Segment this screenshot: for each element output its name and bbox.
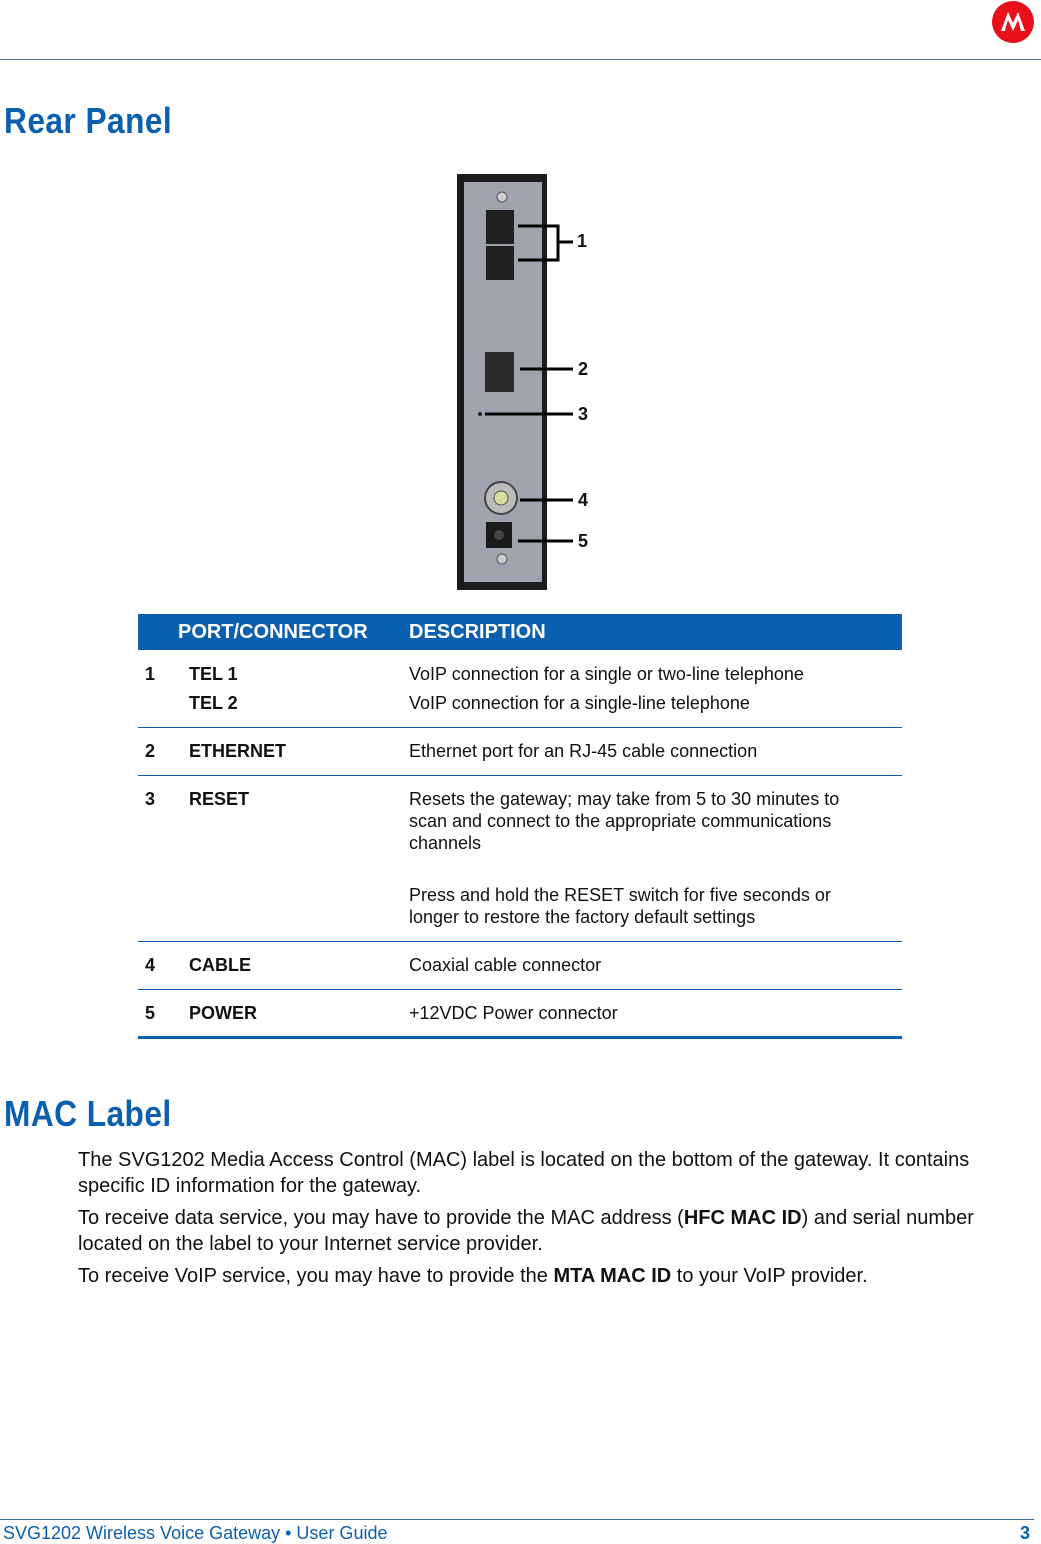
callout-3: 3 <box>578 404 589 424</box>
port-description: VoIP connection for a single-line telephone <box>409 693 750 713</box>
paragraph <box>78 1205 1028 1257</box>
text: to your VoIP provider. <box>671 1265 868 1287</box>
port-description: Coaxial cable connector <box>409 954 602 975</box>
callout-1: 1 <box>577 231 588 251</box>
table-header <box>138 614 902 650</box>
port-connector-table <box>138 614 902 1039</box>
table-row <box>138 650 902 727</box>
row-number: 3 <box>145 788 156 809</box>
port-description: Ethernet port for an RJ-45 cable connection <box>409 740 758 761</box>
table-row <box>138 775 902 941</box>
row-number: 4 <box>145 954 156 975</box>
row-number: 5 <box>145 1002 156 1023</box>
port-name: TEL 2 <box>189 693 238 713</box>
port-name: POWER <box>189 1002 258 1023</box>
rear-panel-image <box>440 172 610 592</box>
port-description: VoIP connection for a single or two-line telephone <box>409 664 804 684</box>
port-description: Resets the gateway; may take from 5 to 30 minutes to scan and connect to the appropriate communications channels <box>409 788 840 853</box>
port-description: Press and hold the RESET switch for five seconds or longer to restore the factory default settings <box>409 884 831 927</box>
callout-2: 2 <box>578 359 589 379</box>
port-name: TEL 1 <box>189 664 238 684</box>
port-name: ETHERNET <box>189 740 287 761</box>
callout-4: 4 <box>578 490 589 510</box>
paragraph <box>78 1263 1028 1289</box>
port-name: RESET <box>189 788 250 809</box>
row-number: 1 <box>145 664 156 684</box>
header-rule <box>0 59 1041 60</box>
header-description: DESCRIPTION <box>409 614 902 650</box>
callout-5: 5 <box>578 531 589 551</box>
table-row <box>138 989 902 1037</box>
page-number: 3 <box>1020 1523 1031 1543</box>
text: ) and serial number located on the label to your Internet service provider. <box>78 1207 974 1255</box>
section-title-mac-label: MAC Label <box>4 1093 172 1134</box>
mta-mac-id-term: MTA MAC ID <box>553 1265 672 1287</box>
motorola-logo <box>992 1 1034 43</box>
table-row <box>138 727 902 775</box>
hfc-mac-id-term: HFC MAC ID <box>683 1207 802 1229</box>
text: To receive data service, you may have to provide the MAC address ( <box>78 1207 684 1229</box>
text: To receive VoIP service, you may have to provide the <box>78 1265 554 1287</box>
section-title-rear-panel: Rear Panel <box>4 100 173 141</box>
port-name: CABLE <box>189 954 251 975</box>
row-number: 2 <box>145 740 156 761</box>
header-port: PORT/CONNECTOR <box>138 614 409 650</box>
port-description: +12VDC Power connector <box>409 1002 618 1023</box>
footer-title: SVG1202 Wireless Voice Gateway • User Guide <box>3 1523 388 1543</box>
table-row <box>138 941 902 989</box>
mac-label-body <box>78 1147 1028 1295</box>
paragraph: The SVG1202 Media Access Control (MAC) label is located on the bottom of the gateway. It contains specific ID information for the gateway. <box>78 1149 970 1197</box>
footer-rule <box>0 1519 1034 1520</box>
